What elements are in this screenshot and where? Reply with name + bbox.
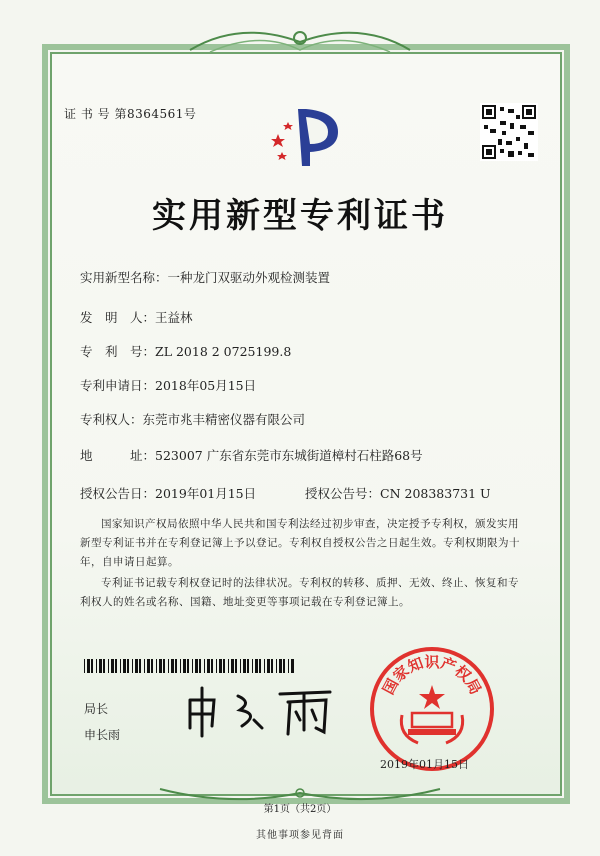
field-label: 授权公告号：	[305, 486, 381, 501]
field-patentee	[80, 410, 305, 428]
field-filing-date	[80, 376, 256, 394]
field-inventor	[80, 308, 193, 326]
field-label: 授权公告日：	[80, 486, 156, 501]
director-title: 局长	[84, 702, 109, 716]
field-value: ZL 2018 2 0725199.8	[155, 344, 292, 359]
field-value: 王益林	[155, 310, 193, 325]
certificate-number: 证 书 号 第8364561号	[64, 107, 197, 121]
official-seal	[368, 645, 496, 773]
director-signature	[180, 680, 350, 740]
top-ornament	[180, 20, 420, 60]
field-value: 东莞市兆丰精密仪器有限公司	[142, 412, 306, 427]
svg-text:国家知识产权局: 国家知识产权局	[379, 653, 485, 698]
field-value: 2018年05月15日	[155, 378, 257, 393]
barcode-icon	[84, 659, 294, 673]
field-label: 地 址：	[80, 448, 156, 463]
field-label: 实用新型名称：	[80, 270, 168, 285]
field-value: 523007 广东省东莞市东城街道樟村石柱路68号	[155, 448, 423, 463]
issue-date: 2019年01月15日	[380, 758, 469, 771]
field-label: 发 明 人：	[80, 310, 156, 325]
field-label: 专 利 号：	[80, 344, 156, 359]
document-title: 实用新型专利证书	[152, 196, 448, 236]
statement-paragraph-1: 国家知识产权局依照中华人民共和国专利法经过初步审查，决定授予专利权，颁发实用新型专利证书并在专利登记簿上予以登记。专利权自授权公告之日起生效。专利权期限为十年，自申请日起算。	[80, 518, 520, 568]
statement-paragraph-2: 专利证书记载专利权登记时的法律状况。专利权的转移、质押、无效、终止、恢复和专利权人的姓名或名称、国籍、地址变更等事项记载在专利登记簿上。	[80, 577, 519, 608]
field-grant-number	[305, 484, 491, 502]
field-grant-date	[80, 484, 256, 502]
field-value: 2019年01月15日	[155, 486, 257, 501]
field-value: 一种龙门双驱动外观检测装置	[167, 270, 331, 285]
qr-code-icon	[480, 103, 538, 161]
field-label: 专利权人：	[80, 412, 143, 427]
field-label: 专利申请日：	[80, 378, 156, 393]
back-note: 其他事项参见背面	[256, 830, 344, 841]
patent-office-logo	[260, 104, 350, 174]
director-name: 申长雨	[84, 728, 121, 742]
field-name	[80, 268, 330, 286]
page-number: 第1页（共2页）	[263, 804, 337, 815]
field-patent-number	[80, 342, 291, 360]
field-address	[80, 446, 423, 464]
field-value: CN 208383731 U	[380, 486, 491, 501]
